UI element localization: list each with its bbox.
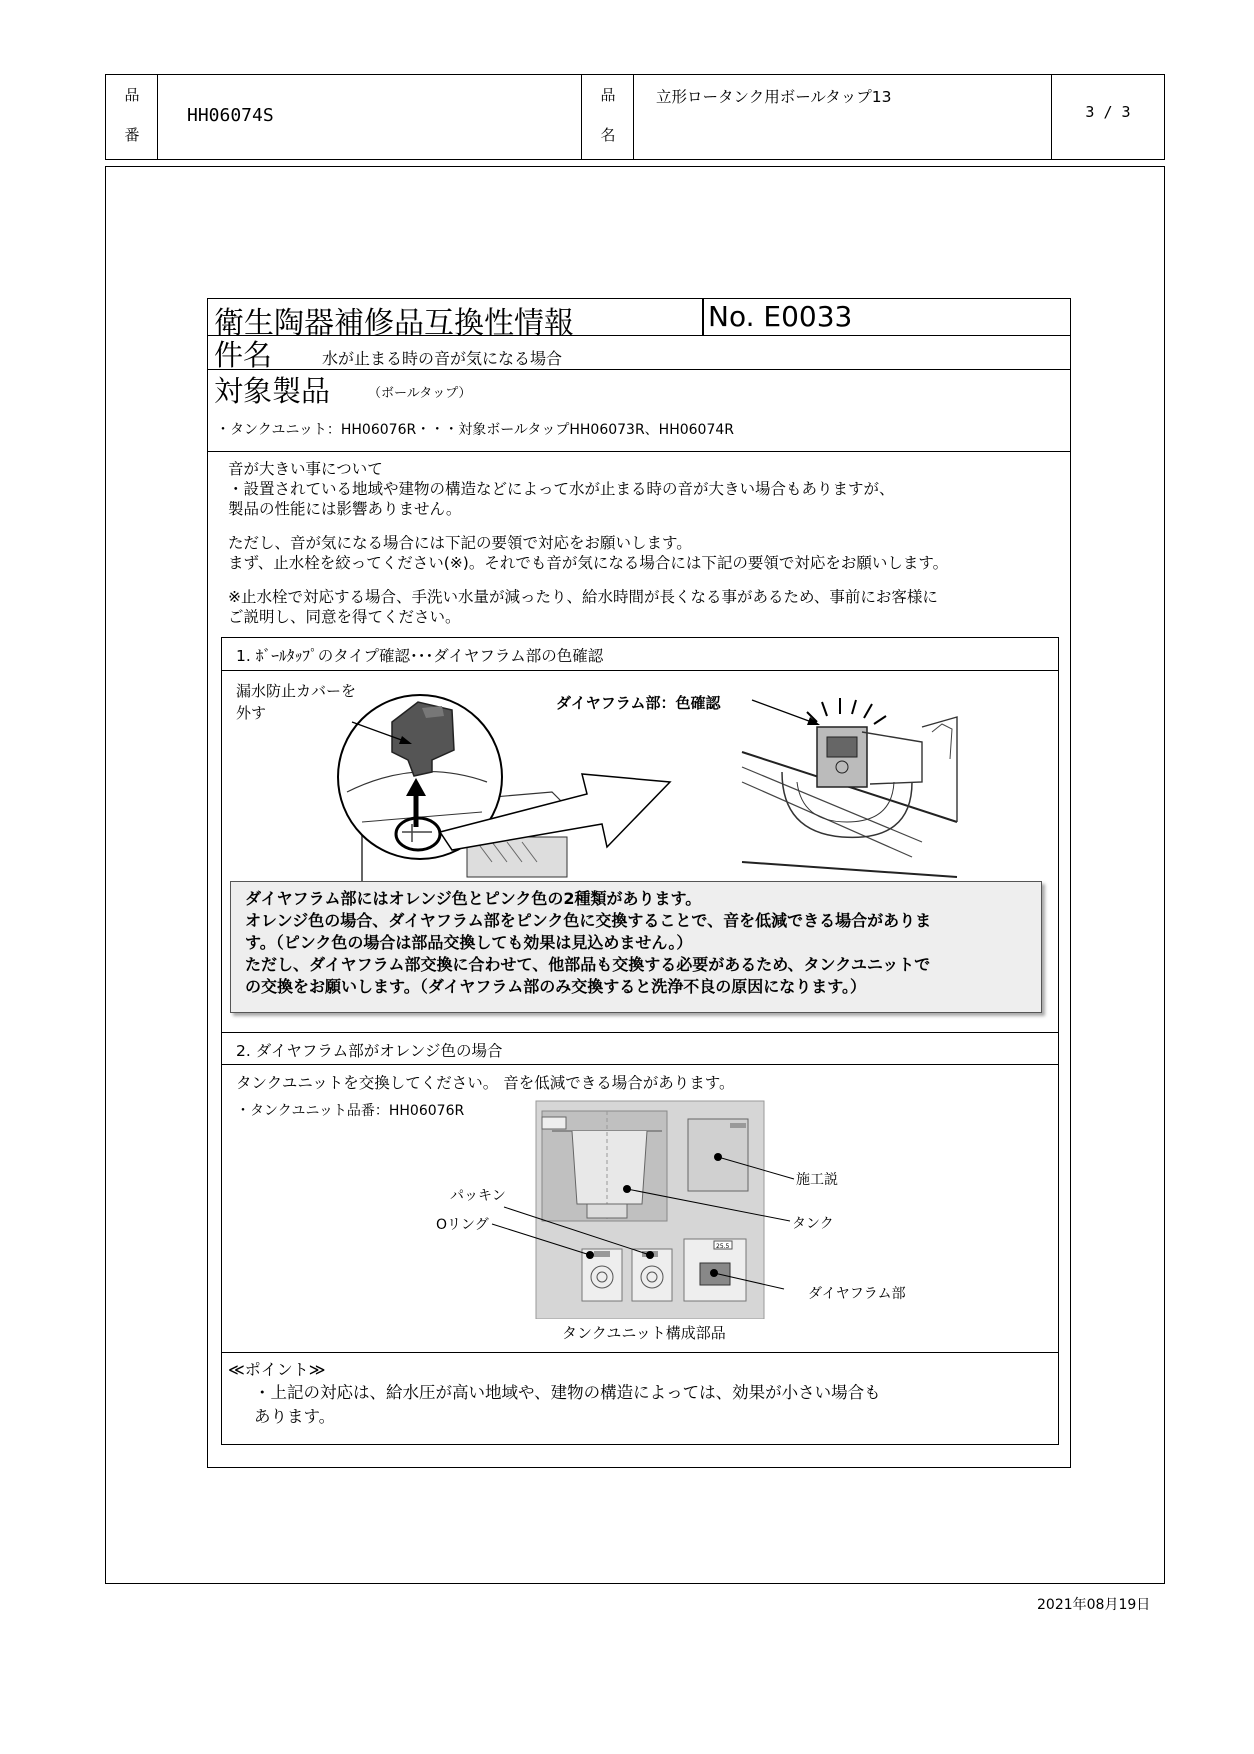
body-line: まず、止水栓を絞ってください(※)。それでも音が気になる場合には下記の要領で対応をお願いします。: [228, 554, 949, 572]
diaphragm-check-label: ダイヤフラム部：色確認: [556, 694, 721, 712]
header-table: [105, 74, 1165, 160]
note-line: ダイヤフラム部にはオレンジ色とピンク色の2種類があります。: [245, 889, 702, 908]
packing-label: パッキン: [450, 1188, 506, 1204]
diagram-tag: 25.5: [716, 1243, 730, 1250]
part-no-label-cell: [106, 75, 158, 159]
part-name: 立形ロータンク用ボールタップ13: [656, 88, 892, 106]
title-row: [208, 299, 1070, 341]
section-2-title: 2. ダイヤフラム部がオレンジ色の場合: [236, 1042, 503, 1060]
info-sheet: [207, 298, 1071, 1468]
cover-label-2: 外す: [236, 704, 267, 722]
subject-label: 件名: [214, 338, 273, 372]
tank-label: タンク: [792, 1216, 834, 1232]
footer-date: 2021年08月19日: [1037, 1597, 1151, 1613]
body-line: ご説明し、同意を得てください。: [228, 608, 461, 626]
note-line: ただし、ダイヤフラム部交換に合わせて、他部品も交換する必要があるため、タンクユニットで: [245, 955, 931, 974]
part-no-cell: [158, 75, 582, 159]
parts-caption: タンクユニット構成部品: [562, 1324, 726, 1342]
target-label: 対象製品: [214, 374, 331, 408]
part-name-cell: [634, 75, 1052, 159]
ball-tap-illustration: [222, 672, 1058, 892]
title-divider: [702, 299, 704, 335]
section-2: [221, 1033, 1059, 1353]
part-no-label-2: 番: [124, 126, 140, 144]
diaphragm-part-label: ダイヤフラム部: [808, 1286, 906, 1302]
body-line: 製品の性能には影響ありません。: [228, 500, 462, 518]
point-box: [221, 1353, 1059, 1445]
manual-label: 施工説: [796, 1172, 838, 1188]
section-1-header: [222, 638, 1058, 671]
body-line: 音が大きい事について: [228, 460, 383, 478]
note-line: す。（ピンク色の場合は部品交換しても効果は見込めません。）: [245, 933, 693, 952]
part-name-label-1: 品: [600, 86, 616, 104]
part-name-label-cell: [582, 75, 634, 159]
section-2-line1: タンクユニットを交換してください。 音を低減できる場合があります。: [236, 1074, 735, 1092]
tank-unit-parts-diagram: [222, 1099, 1058, 1319]
body-line: ・設置されている地域や建物の構造などによって水が止まる時の音が大きい場合もありますが、: [228, 480, 895, 498]
doc-number: No. E0033: [708, 300, 853, 333]
body-line: ただし、音が気になる場合には下記の要領で対応をお願いします。: [228, 534, 692, 552]
cover-label-1: 漏水防止カバーを: [236, 682, 357, 700]
point-title: ≪ポイント≫: [228, 1360, 326, 1379]
target-line: ・タンクユニット：HH06076R・・・対象ボールタップHH06073R、HH06074R: [216, 422, 734, 438]
part-no-label-1: 品: [124, 86, 140, 104]
oring-label: Oリング: [436, 1217, 489, 1233]
section-1-title: 1. ﾎﾞｰﾙﾀｯﾌﾟのタイプ確認･･･ダイヤフラム部の色確認: [236, 647, 604, 665]
part-no: HH06074S: [187, 105, 274, 126]
subject-row: [208, 336, 1070, 370]
target-row: [208, 370, 1070, 452]
part-name-label-2: 名: [600, 126, 616, 144]
point-line: あります。: [254, 1407, 336, 1426]
page-number: 3 / 3: [1085, 103, 1131, 121]
section-2-line2: ・タンクユニット品番：HH06076R: [236, 1103, 465, 1119]
body-line: ※止水栓で対応する場合、手洗い水量が減ったり、給水時間が長くなる事があるため、事前にお客様に: [228, 588, 938, 606]
point-line: ・上記の対応は、給水圧が高い地域や、建物の構造によっては、効果が小さい場合も: [254, 1383, 881, 1402]
diaphragm-note: [230, 881, 1042, 1013]
note-line: の交換をお願いします。（ダイヤフラム部のみ交換すると洗浄不良の原因になります。）: [245, 977, 866, 996]
note-line: オレンジ色の場合、ダイヤフラム部をピンク色に交換することで、音を低減できる場合がありま: [245, 911, 932, 930]
section-2-header: [222, 1033, 1058, 1065]
subject-text: 水が止まる時の音が気になる場合: [322, 349, 563, 368]
section-1: [221, 637, 1059, 1033]
doc-title: 衛生陶器補修品互換性情報: [214, 306, 574, 341]
target-note: （ボールタップ）: [368, 386, 472, 401]
